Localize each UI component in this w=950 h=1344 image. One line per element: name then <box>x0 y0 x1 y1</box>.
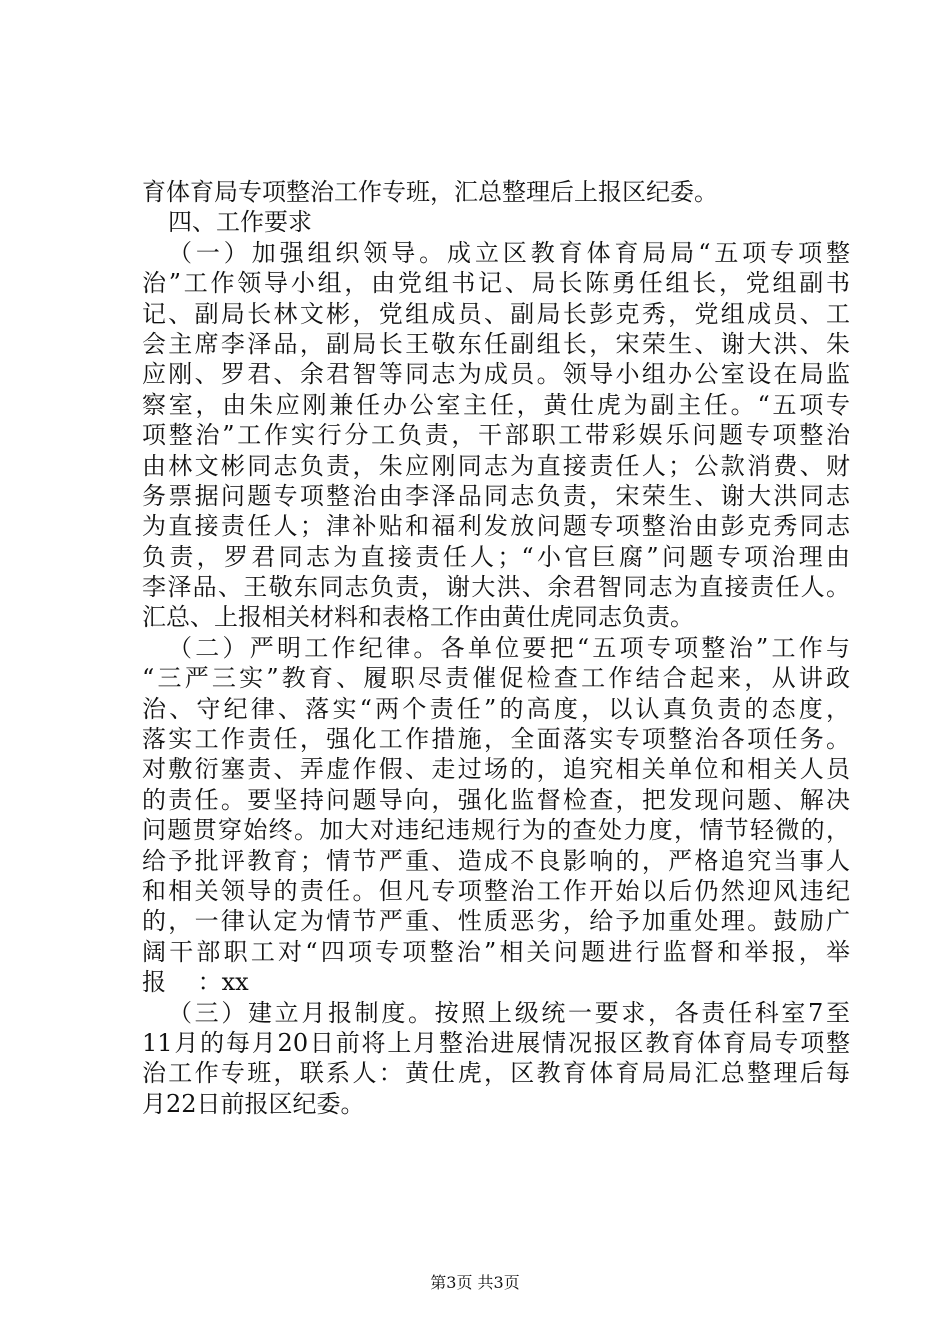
text-line: 月22日前报区纪委。 <box>142 1089 365 1118</box>
text-line: 务票据问题专项整治由李泽品同志负责，宋荣生、谢大洪同志 <box>142 481 850 510</box>
text-line: 问题贯穿始终。加大对违纪违规行为的查处力度，情节轻微的， <box>142 816 850 845</box>
text-line: 会主席李泽品，副局长王敬东任副组长，宋荣生、谢大洪、朱 <box>142 329 850 358</box>
text-line: 负责，罗君同志为直接责任人；“小官巨腐”问题专项治理由 <box>142 542 850 571</box>
text-line: 治、守纪律、落实“两个责任”的高度，以认真负责的态度， <box>142 694 850 723</box>
text-line: 对敷衍塞责、弄虚作假、走过场的，追究相关单位和相关人员 <box>142 755 850 784</box>
text-line: 治工作专班，联系人：黄仕虎，区教育体育局局汇总整理后每 <box>142 1059 850 1088</box>
text-line: （二）严明工作纪律。各单位要把“五项专项整治”工作与 <box>168 633 850 662</box>
paragraph <box>142 998 850 1120</box>
paragraph <box>142 633 850 998</box>
text-line: 报 ：xx <box>142 968 249 997</box>
text-line: 阔干部职工对“四项专项整治”相关问题进行监督和举报，举 <box>142 937 850 966</box>
text-line: 落实工作责任，强化工作措施，全面落实专项整治各项任务。 <box>142 725 850 754</box>
paragraph <box>142 238 850 633</box>
text-line: 的，一律认定为情节严重、性质恶劣，给予加重处理。鼓励广 <box>142 907 850 936</box>
text-line: 的责任。要坚持问题导向，强化监督检查，把发现问题、解决 <box>142 785 850 814</box>
text-line: 给予批评教育；情节严重、造成不良影响的，严格追究当事人 <box>142 846 850 875</box>
text-line: 记、副局长林文彬，党组成员、副局长彭克秀，党组成员、工 <box>142 299 850 328</box>
text-line: 察室，由朱应刚兼任办公室主任，黄仕虎为副主任。“五项专 <box>142 390 850 419</box>
text-line: 四、工作要求 <box>168 208 312 237</box>
text-line: （一）加强组织领导。成立区教育体育局局“五项专项整 <box>168 238 850 267</box>
text-line: 李泽品、王敬东同志负责，谢大洪、余君智同志为直接责任人。 <box>142 573 850 602</box>
text-line: 由林文彬同志负责，朱应刚同志为直接责任人；公款消费、财 <box>142 451 850 480</box>
text-line: 项整治”工作实行分工负责，干部职工带彩娱乐问题专项整治 <box>142 421 850 450</box>
text-line: 汇总、上报相关材料和表格工作由黄仕虎同志负责。 <box>142 603 694 632</box>
page-footer: 第3页 共3页 <box>430 1273 520 1292</box>
paragraph <box>142 177 850 207</box>
document-body <box>142 177 850 1119</box>
text-line: 为直接责任人；津补贴和福利发放问题专项整治由彭克秀同志 <box>142 512 850 541</box>
text-line: （三）建立月报制度。按照上级统一要求，各责任科室7至 <box>168 998 850 1027</box>
text-line: 和相关领导的责任。但凡专项整治工作开始以后仍然迎风违纪 <box>142 876 850 905</box>
text-line: 11月的每月20日前将上月整治进展情况报区教育体育局专项整 <box>142 1028 850 1057</box>
text-line: 应刚、罗君、余君智等同志为成员。领导小组办公室设在局监 <box>142 360 850 389</box>
text-line: 治”工作领导小组，由党组书记、局长陈勇任组长，党组副书 <box>142 269 850 298</box>
paragraph <box>142 207 850 237</box>
text-line: 育体育局专项整治工作专班，汇总整理后上报区纪委。 <box>142 178 718 206</box>
text-line: “三严三实”教育、履职尽责催促检查工作结合起来，从讲政 <box>142 664 850 693</box>
